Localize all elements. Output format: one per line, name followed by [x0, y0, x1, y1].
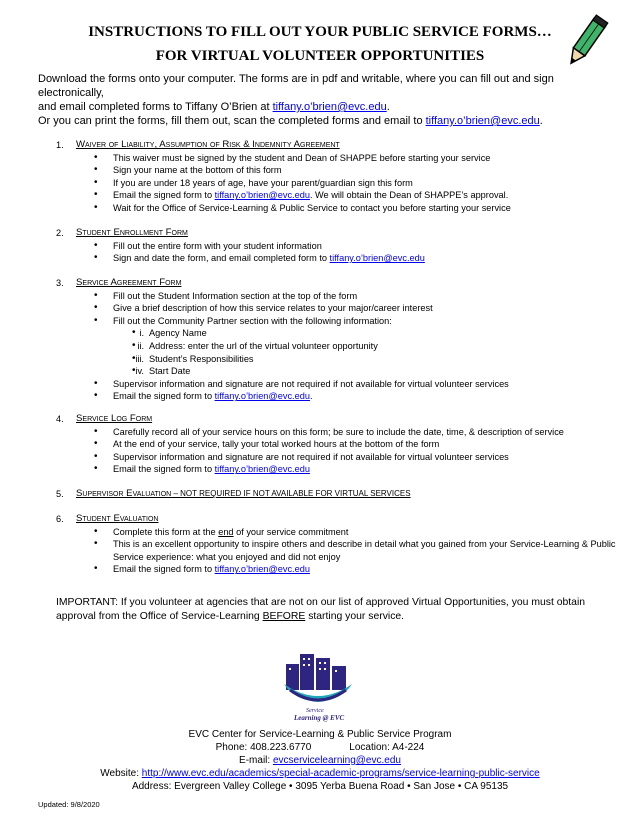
footer-website [0, 767, 640, 780]
list-item [94, 189, 626, 202]
bullet-list [56, 240, 626, 265]
list-item-text: Email the signed form to [113, 391, 215, 402]
footer-email-label: E-mail: [239, 755, 273, 766]
list-item: • Sign your name at the bottom of this form [94, 164, 626, 177]
title-line-2: FOR VIRTUAL VOLUNTEER OPPORTUNITIES [155, 48, 485, 64]
list-item-text: Complete this form at the [113, 526, 219, 537]
footer-org: EVC Center for Service-Learning & Public Service Program [188, 729, 452, 740]
section-supervisor-evaluation [56, 488, 626, 501]
footer-phone-location [0, 741, 640, 754]
section-student-evaluation [56, 513, 626, 576]
bullet-list [56, 526, 626, 576]
list-item [94, 563, 626, 576]
roman-number: • iv. [135, 366, 144, 377]
list-item: • This is an excellent opportunity to inspire others and describe in detail what you gained from your Service-Learning & Public Service experience: what you enjoyed and did not enjoy [94, 538, 626, 563]
important-text-end: starting your service. [305, 611, 405, 622]
important-text: IMPORTANT: If you volunteer at agencies that are not on our list of approved Virtual Opportunities, you must obtain approval from the Office of Service-Learning [56, 597, 586, 622]
bullet-list [56, 426, 626, 476]
footer-email-link[interactable]: evcservicelearning@evc.edu [272, 755, 401, 766]
list-item: • Fill out the entire form with your student information [94, 240, 626, 253]
list-item-text: Email the signed form to [113, 564, 215, 575]
roman-item [132, 353, 626, 366]
tiffany-email-link[interactable]: tiffany.o’brien@evc.edu [329, 253, 425, 264]
roman-list [113, 327, 626, 377]
tiffany-email-link[interactable]: tiffany.o’brien@evc.edu [214, 564, 310, 575]
list-item-text: . [309, 391, 313, 402]
section-heading: Service Log Form [76, 413, 153, 424]
important-note [56, 596, 616, 624]
section-number: 1. [56, 140, 64, 150]
section-number: 6. [56, 514, 64, 524]
logo-text-line-2: Learning @ EVC [294, 714, 345, 722]
list-item: • At the end of your service, tally your total worked hours at the bottom of the form [94, 438, 626, 451]
roman-item [132, 340, 626, 353]
roman-item [132, 365, 626, 378]
contact-footer [0, 728, 640, 793]
list-item: • This waiver must be signed by the student and Dean of SHAPPE before starting your service [94, 152, 626, 165]
updated-date: Updated: 9/8/2020 [38, 800, 100, 809]
section-number: 2. [56, 228, 64, 238]
roman-text: Address: enter the url of the virtual volunteer opportunity [149, 340, 378, 351]
list-item-text: Email the signed form to [113, 464, 215, 475]
section-heading [76, 488, 626, 501]
section-heading: Student Enrollment Form [76, 227, 188, 238]
intro-line-2 [38, 100, 618, 114]
section-number: 4. [56, 414, 64, 424]
list-item [94, 315, 626, 378]
pencil-icon [560, 12, 612, 72]
list-item: • Fill out the Student Information section at the top of the form [94, 290, 626, 303]
section-waiver [56, 139, 626, 215]
intro-line-3-text: Or you can print the forms, fill them out, scan the completed forms and email to [38, 115, 426, 127]
list-item-text: . We will obtain the Dean of SHAPPE’s approval. [309, 190, 509, 201]
roman-number: • i. [139, 328, 144, 339]
tiffany-email-link[interactable]: tiffany.o’brien@evc.edu [214, 391, 310, 402]
section-service-agreement [56, 277, 626, 403]
footer-email [0, 754, 640, 767]
intro-paragraph [38, 72, 618, 128]
list-item [94, 390, 626, 403]
section-heading: Service Agreement Form [76, 277, 182, 288]
section-service-log [56, 413, 626, 476]
list-item: • Carefully record all of your service hours on this form; be sure to include the date, time, & description of service [94, 426, 626, 439]
list-item: • If you are under 18 years of age, have your parent/guardian sign this form [94, 177, 626, 190]
footer-phone: Phone: 408.223.6770 [215, 742, 312, 753]
intro-line-2-end: . [386, 101, 390, 113]
footer-website-label: Website: [100, 768, 142, 779]
tiffany-email-link[interactable]: tiffany.o’brien@evc.edu [214, 190, 310, 201]
intro-line-1: Download the forms onto your computer. The forms are in pdf and writable, where you can fill out and sign electronically, [38, 73, 554, 99]
roman-text: Student’s Responsibilities [149, 353, 254, 364]
footer-address: Address: Evergreen Valley College • 3095 Yerba Buena Road • San Jose • CA 95135 [131, 781, 509, 792]
roman-item [132, 327, 626, 340]
important-emphasis: BEFORE [262, 611, 306, 622]
footer-location: Location: A4-224 [349, 742, 425, 753]
tiffany-email-link[interactable]: tiffany.o’brien@evc.edu [214, 464, 310, 475]
list-item-text: Sign and date the form, and email completed form to [113, 253, 330, 264]
list-item [94, 463, 626, 476]
list-item: • Supervisor information and signature are not required if not available for virtual volunteer services [94, 451, 626, 464]
logo-text-line-1: Service [306, 708, 324, 714]
roman-number: • iii. [135, 353, 144, 364]
roman-text: Agency Name [149, 328, 207, 339]
list-item-emphasis: end [218, 526, 234, 537]
intro-line-3 [38, 114, 618, 128]
tiffany-email-link-2[interactable]: tiffany.o’brien@evc.edu [425, 115, 540, 127]
list-item: • Supervisor information and signature are not required if not available for virtual volunteer services [94, 378, 626, 391]
footer-website-link[interactable]: http://www.evc.edu/academics/special-academic-programs/service-learning-public-service [141, 768, 540, 779]
roman-text: Start Date [149, 366, 191, 377]
section-heading: Student Evaluation [76, 513, 159, 524]
section-heading: Waiver of Liability, Assumption of Risk & Indemnity Agreement [76, 139, 340, 150]
section-number: 3. [56, 278, 64, 288]
list-item-text: Email the signed form to [113, 190, 215, 201]
bullet-list [56, 290, 626, 403]
list-item [94, 252, 626, 265]
section-enrollment [56, 227, 626, 265]
page-title [60, 20, 580, 68]
list-item: • Wait for the Office of Service-Learning & Public Service to contact you before starting your service [94, 202, 626, 215]
tiffany-email-link[interactable]: tiffany.o’brien@evc.edu [272, 101, 387, 113]
intro-line-2-text: and email completed forms to Tiffany O’Brien at [38, 101, 273, 113]
section-number: 5. [56, 489, 64, 499]
service-learning-logo [282, 650, 358, 722]
list-item-text: of your service commitment [233, 526, 349, 537]
bullet-list [56, 152, 626, 215]
list-item [94, 526, 626, 539]
list-item-text: Fill out the Community Partner section with the following information: [113, 315, 392, 326]
list-item: • Give a brief description of how this service relates to your major/career interest [94, 302, 626, 315]
title-line-1: INSTRUCTIONS TO FILL OUT YOUR PUBLIC SERVICE FORMS… [88, 24, 552, 40]
roman-number: • ii. [137, 340, 144, 351]
section-heading-text: Supervisor Evaluation [76, 488, 172, 499]
section-note: – NOT REQUIRED IF NOT AVAILABLE FOR VIRTUAL SERVICES [171, 489, 411, 498]
intro-line-3-end: . [539, 115, 543, 127]
